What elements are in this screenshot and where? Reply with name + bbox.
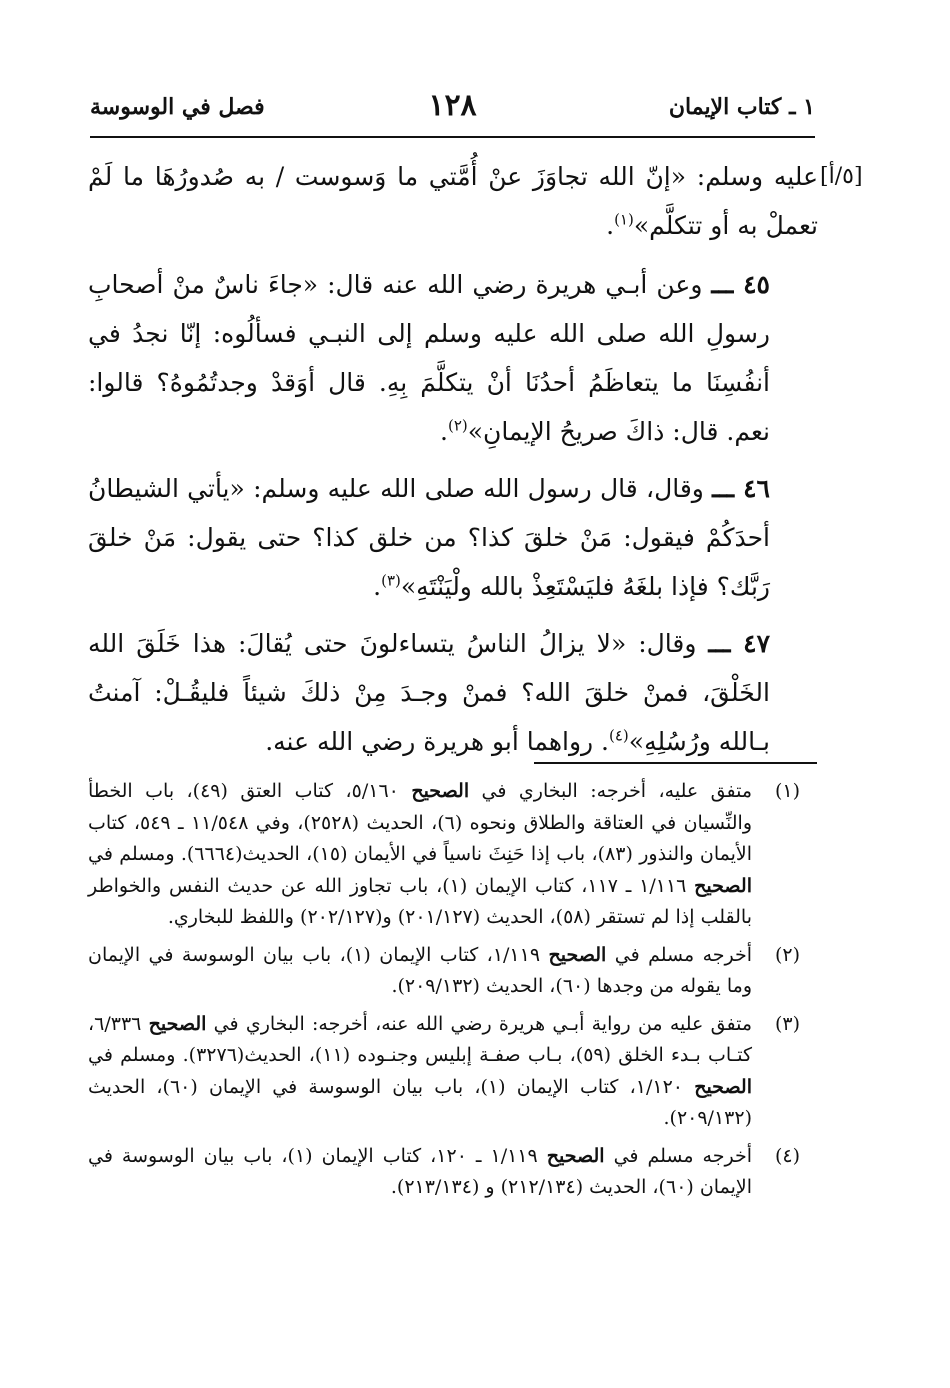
footnote-book-title: الصحيح — [411, 780, 470, 802]
footnote-text: ٦/٣٣٦، كتـاب بـدء الخلق (٥٩)، بـاب صفـة إبليس وجنـوده (١١)، الحديث(٣٢٧٦). ومسلم في — [88, 1012, 752, 1066]
chapter-title: ١ ـ كتاب الإيمان — [668, 94, 815, 120]
footnotes — [88, 776, 800, 1210]
footnote-ref: (٢) — [447, 416, 468, 435]
footnote-text: ١/١١٩ ـ ١٢٠، كتاب الإيمان (١)، باب بيان الوسوسة في الإيمان (٦٠)، الحديث (٢١٢/١٣٤) و (٢١٣/١٣٤). — [88, 1144, 752, 1198]
footnote-text: متفق عليه، أخرجه: البخاري في — [469, 780, 753, 802]
page-header — [90, 90, 815, 138]
footnote-ref: (٣) — [381, 571, 401, 590]
paragraph-text: وعن أبـي هريرة رضي الله عنه قال: «جاءَ ناسٌ منْ أصحابِ رسولِ الله صلى الله عليه وسلم إلى النبـي فسألُوه: إنّا نجدُ في أنفُسِنَا ما يتعاظَمُ أحدُنَا أنْ يتكلَّمَ بِهِ. قال أوَقدْ وجدتُمُوهُ؟ قالوا: نعم. قال: ذاكَ صريحُ الإيمانِ» — [88, 270, 770, 446]
footnote-book-title: الصحيح — [546, 1144, 605, 1167]
page-number: ١٢٨ — [428, 88, 477, 123]
footnote-text: متفق عليه من رواية أبـي هريرة رضي الله عنه، أخرجه: البخاري في — [206, 1012, 752, 1035]
footnote-book-title: الصحيح — [148, 1012, 207, 1035]
footnote-text: أخرجه مسلم في — [604, 1144, 752, 1167]
footnote-number: (٤) — [774, 1144, 800, 1167]
paragraph-continuation: عليه وسلم: «إنّ الله تجاوَزَ عنْ أُمَّتي ما وَسوست / به صُدورُهَا ما لَمْ تعملْ به أو تتكلَّم»$^{(١)}$. — [88, 162, 818, 240]
footnote-text: ١/١٢٠، كتاب الإيمان (١)، باب بيان الوسوسة في الإيمان (٦٠)، الحديث (٢٠٩/١٣٢). — [88, 1075, 752, 1129]
main-text — [88, 152, 818, 774]
manuscript-folio-ref: [٥/أ] — [820, 164, 863, 189]
footnote-text: ١/١١٦ ـ ١١٧، كتاب الإيمان (١)، باب تجاوز الله عن حديث النفس والخواطر بالقلب إذا لم تستقر (٥٨)، الحديث (٢٠١/١٢٧) و(٢٠٢/١٢٧) واللفظ للبخاري. — [88, 874, 752, 928]
footnote-book-title: الصحيح — [694, 874, 752, 897]
hadith-number: ٤٧ ـــ — [708, 629, 770, 658]
footnote-divider — [534, 762, 817, 764]
hadith-45: ٤٥ ـــ وعن أبـي هريرة رضي الله عنه قال: «جاءَ ناسٌ منْ أصحابِ رسولِ الله صلى الله عليه وسلم إلى النبـي فسألُوه: إنّا نجدُ في أنفُسِنَا ما يتعاظَمُ أحدُنَا أنْ يتكلَّمَ بِهِ. قال أوَقدْ وجدتُمُوهُ؟ قالوا: نعم. قال: ذاكَ صريحُ الإيمانِ»$^{(٢)}$. — [88, 270, 770, 446]
hadith-number: ٤٦ ـــ — [712, 474, 770, 503]
paragraph-text: عليه وسلم: «إنّ الله تجاوَزَ عنْ أُمَّتي ما وَسوست / به صُدورُهَا ما لَمْ تعملْ به أو تتكلَّم» — [88, 162, 818, 240]
footnote-3 — [88, 1009, 800, 1135]
footnote-book-title: الصحيح — [694, 1075, 752, 1098]
footnote-number: (٣) — [774, 1012, 800, 1035]
footnote-4 — [88, 1141, 800, 1204]
paragraph-text: وقال، قال رسول الله صلى الله عليه وسلم: «يأتي الشيطانُ أحدَكُمْ فيقول: مَنْ خلقَ كذا؟ من خلق كذا؟ حتى يقول: مَنْ خلقَ رَبَّك؟ فإذا بلغَهُ فليَسْتَعِذْ بالله ولْيَنْتَهِ» — [88, 474, 770, 601]
paragraph-tail: . رواهما أبو هريرة رضي الله عنه. — [265, 727, 609, 756]
footnote-book-title: الصحيح — [548, 943, 607, 966]
hadith-46: ٤٦ ـــ وقال، قال رسول الله صلى الله عليه وسلم: «يأتي الشيطانُ أحدَكُمْ فيقول: مَنْ خلقَ كذا؟ من خلق كذا؟ حتى يقول: مَنْ خلقَ رَبَّك؟ فإذا بلغَهُ فليَسْتَعِذْ بالله ولْيَنْتَهِ»$^{(٣)}$. — [88, 474, 770, 601]
footnote-number: (٢) — [774, 943, 800, 966]
footnote-ref: (٤) — [609, 726, 629, 745]
footnote-1 — [88, 776, 800, 934]
footnote-number: (١) — [774, 780, 800, 802]
footnote-text: أخرجه مسلم في — [606, 943, 753, 966]
paragraph-text: وقال: «لا يزالُ الناسُ يتساءلونَ حتى يُقالَ: هذا خَلَقَ الله الخَلْقَ، فمنْ خلقَ الله؟ فمنْ وجـدَ مِنْ ذلكَ شيئاً فليقُـلْ: آمنتُ بـالله ورُسُلِهِ» — [88, 629, 770, 756]
footnote-text: ٥/١٦٠، كتاب العتق (٤٩)، باب الخطأ والنِّسيان في العتاقة والطلاق ونحوه (٦)، الحديث (٢٥٢٨)، وفي ١١/٥٤٨ ـ ٥٤٩، كتاب الأيمان والنذور (٨٣)، باب إذا حَنِثَ ناسياً في الأيمان (١٥)، الحديث(٦٦٦٤). ومسلم في — [88, 780, 753, 865]
footnote-2 — [88, 940, 800, 1003]
hadith-number: ٤٥ ـــ — [711, 270, 770, 299]
section-title: فصل في الوسوسة — [90, 94, 265, 120]
footnote-text: ١/١١٩، كتاب الإيمان (١)، باب بيان الوسوسة في الإيمان وما يقوله من وجدها (٦٠)، الحديث (٢٠٩/١٣٢). — [88, 943, 752, 997]
hadith-47 — [88, 619, 818, 766]
footnote-ref: (١) — [614, 210, 634, 229]
